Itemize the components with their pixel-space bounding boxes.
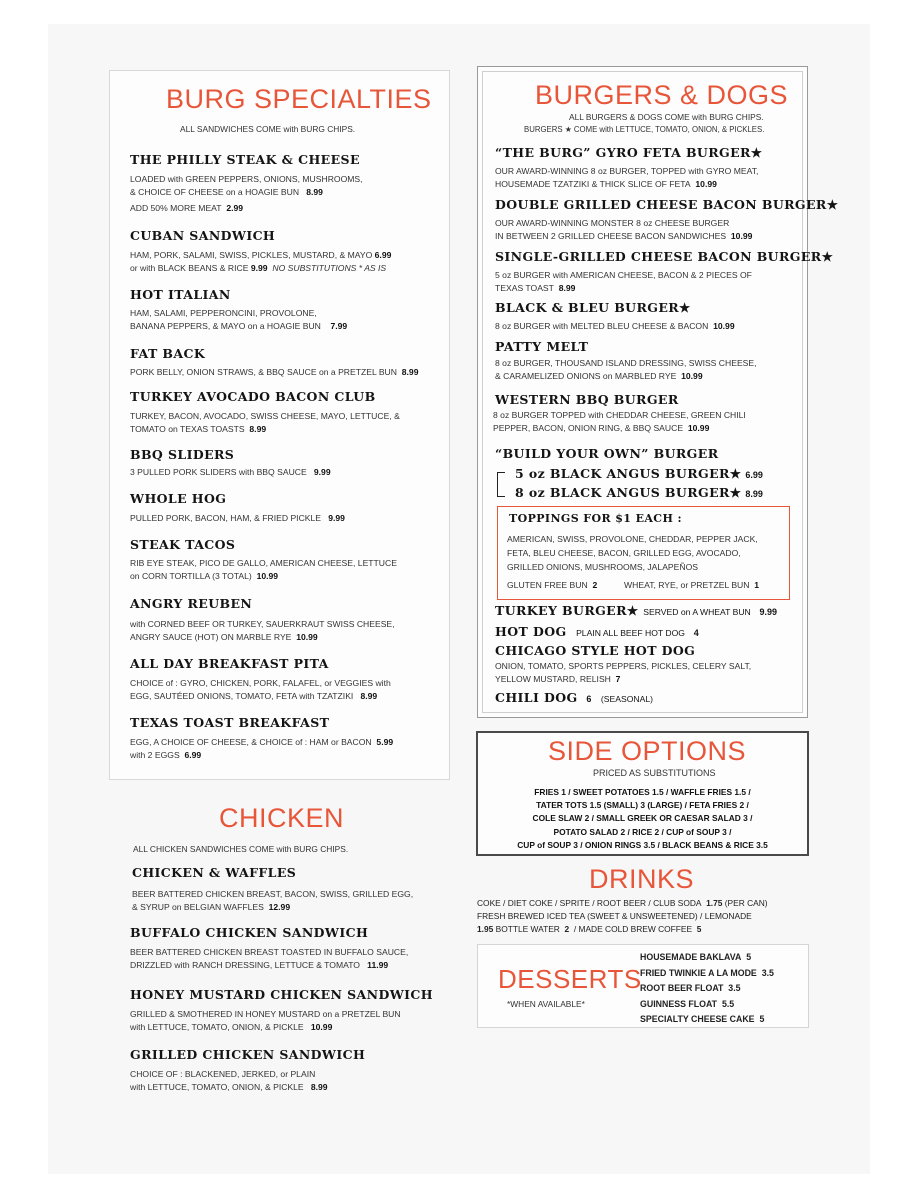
- item-description: RIB EYE STEAK, PICO DE GALLO, AMERICAN CHEESE, LETTUCE on CORN TORTILLA (3 TOTAL) 10.99: [130, 558, 397, 581]
- item-price: 1.95: [477, 924, 494, 934]
- item-name: DOUBLE GRILLED CHEESE BACON BURGER★: [495, 197, 839, 212]
- toppings-title: TOPPINGS FOR $1 EACH :: [509, 512, 682, 525]
- item-description: CHOICE OF : BLACKENED, JERKED, or PLAIN with LETTUCE, TOMATO, ONION, & PICKLE 8.99: [130, 1069, 328, 1092]
- item-description: BEER BATTERED CHICKEN BREAST TOASTED IN BUFFALO SAUCE, DRIZZLED with RANCH DRESSING, LETTUCE & TOMATO 11.99: [130, 947, 409, 970]
- item-description: TURKEY, BACON, AVOCADO, SWISS CHEESE, MAYO, LETTUCE, & TOMATO on TEXAS TOASTS 8.99: [130, 411, 400, 434]
- burgers-dogs-note: BURGERS ★ COME with LETTUCE, TOMATO, ONION, & PICKLES.: [524, 125, 765, 134]
- item-note: NO SUBSTITUTIONS * AS IS: [272, 263, 387, 273]
- item-price: 5.5: [721, 998, 735, 1009]
- item-price: 8.99: [558, 283, 576, 293]
- item-name: SINGLE-GRILLED CHEESE BACON BURGER★: [495, 249, 834, 264]
- item-name: “THE BURG” GYRO FETA BURGER★: [495, 145, 763, 160]
- item-description: HAM, PORK, SALAMI, SWISS, PICKLES, MUSTARD, & MAYO 6.99 or with BLACK BEANS & RICE 9.99 NO SUBSTITUTIONS * AS IS: [130, 250, 392, 273]
- item-name: BUFFALO CHICKEN SANDWICH: [130, 925, 369, 940]
- item-price: 8.99: [401, 367, 419, 377]
- item-price: 12.99: [268, 902, 291, 912]
- item-price: 8.99: [306, 187, 323, 197]
- item-name: BLACK & BLEU BURGER★: [495, 300, 691, 315]
- burg-specialties-title: BURG SPECIALTIES: [166, 84, 432, 114]
- byo-option: 8 oz BLACK ANGUS BURGER★ 8.99: [515, 485, 763, 500]
- item-description: 8 oz BURGER TOPPED with CHEDDAR CHEESE, GREEN CHILI PEPPER, BACON, ONION RING, & BBQ SAUCE 10.99: [493, 410, 746, 433]
- item-description: HAM, SALAMI, PEPPERONCINI, PROVOLONE, BANANA PEPPERS, & MAYO on a HOAGIE BUN 7.99: [130, 308, 348, 331]
- item-name: CHICKEN & WAFFLES: [132, 865, 297, 880]
- item-description: OUR AWARD-WINNING MONSTER 8 oz CHEESE BURGER IN BETWEEN 2 GRILLED CHEESE BACON SANDWICHES 10.99: [495, 218, 753, 241]
- chicken-subtitle: ALL CHICKEN SANDWICHES COME with BURG CHIPS.: [133, 844, 349, 854]
- list-item: GUINNESS FLOAT 5.5: [640, 998, 735, 1009]
- item-name: STEAK TACOS: [130, 537, 236, 552]
- item-name: ANGRY REUBEN: [130, 596, 253, 611]
- item-price: 10.99: [687, 423, 710, 433]
- item-description: ONION, TOMATO, SPORTS PEPPERS, PICKLES, CELERY SALT, YELLOW MUSTARD, RELISH 7: [495, 661, 752, 684]
- item-price: 10.99: [296, 632, 318, 642]
- item-name: TEXAS TOAST BREAKFAST: [130, 715, 330, 730]
- item-description: GRILLED & SMOTHERED IN HONEY MUSTARD on a PRETZEL BUN with LETTUCE, TOMATO, ONION, & PICKLE 10.99: [130, 1009, 401, 1032]
- item-name: FAT BACK: [130, 346, 206, 361]
- item-price: 4: [693, 628, 699, 638]
- item-price: 5.99: [376, 737, 394, 747]
- item-name: WESTERN BBQ BURGER: [495, 392, 679, 407]
- item-description: 8 oz BURGER with MELTED BLEU CHEESE & BACON 10.99: [495, 321, 735, 331]
- bun-options: GLUTEN FREE BUN 2 WHEAT, RYE, or PRETZEL BUN 1: [507, 580, 760, 590]
- item-name: ALL DAY BREAKFAST PITA: [130, 656, 329, 671]
- item-price: 10.99: [730, 231, 753, 241]
- item-price: 7.99: [330, 321, 348, 331]
- item-price: 9.99: [250, 263, 268, 273]
- item-price: 11.99: [367, 960, 389, 970]
- item-price: 7: [615, 674, 621, 684]
- item-description: PULLED PORK, BACON, HAM, & FRIED PICKLE 9.99: [130, 513, 345, 523]
- item-price: 2: [564, 924, 570, 934]
- item-description: BEER BATTERED CHICKEN BREAST, BACON, SWISS, GRILLED EGG, & SYRUP on BELGIAN WAFFLES 12.99: [132, 889, 414, 912]
- item-description: OUR AWARD-WINNING 8 oz BURGER, TOPPED with GYRO MEAT, HOUSEMADE TZATZIKI & THICK SLICE OF FETA 10.99: [495, 166, 759, 189]
- item-price: 10.99: [681, 371, 703, 381]
- item-name: CUBAN SANDWICH: [130, 228, 276, 243]
- item-name: THE PHILLY STEAK & CHEESE: [130, 152, 360, 167]
- desserts-subtitle: *WHEN AVAILABLE*: [507, 999, 585, 1009]
- menu-item: [495, 690, 653, 705]
- add-on-price: 2.99: [226, 203, 244, 213]
- item-price: 3.5: [761, 967, 774, 978]
- item-description: (SEASONAL): [600, 694, 653, 704]
- item-price: 6.99: [184, 750, 202, 760]
- item-price: 6.99: [745, 470, 763, 480]
- item-description: SERVED on A WHEAT BUN: [643, 607, 751, 617]
- item-name: HONEY MUSTARD CHICKEN SANDWICH: [130, 987, 433, 1002]
- item-name: CHILI DOG: [495, 690, 578, 705]
- item-name: GRILLED CHICKEN SANDWICH: [130, 1047, 366, 1062]
- desserts-title: DESSERTS: [498, 964, 642, 994]
- item-description: 3 PULLED PORK SLIDERS with BBQ SAUCE 9.99: [130, 467, 331, 477]
- burgers-dogs-title: BURGERS & DOGS: [535, 80, 789, 110]
- list-item: HOUSEMADE BAKLAVA 5: [640, 952, 752, 962]
- side-options-title: SIDE OPTIONS: [548, 736, 747, 766]
- item-price: 6.99: [374, 250, 392, 260]
- item-price: 5: [759, 1014, 765, 1024]
- drinks-list: COKE / DIET COKE / SPRITE / ROOT BEER / CLUB SODA 1.75 (PER CAN) FRESH BREWED ICED TEA (SWEET & UNSWEETENED) / LEMONADE 1.95 BOTTLE WATER 2 / MADE COLD BREW COFFEE 5: [477, 898, 768, 934]
- item-price: 5: [746, 952, 752, 962]
- item-description: PORK BELLY, ONION STRAWS, & BBQ SAUCE on a PRETZEL BUN 8.99: [130, 367, 419, 377]
- item-name: HOT DOG: [495, 624, 567, 639]
- menu-item: [495, 624, 699, 639]
- menu-item: [495, 603, 777, 618]
- burg-specialties-subtitle: ALL SANDWICHES COME with BURG CHIPS.: [180, 124, 356, 134]
- add-on-label: ADD 50% MORE MEAT: [130, 203, 222, 213]
- side-options-list: FRIES 1 / SWEET POTATOES 1.5 / WAFFLE FRIES 1.5 / TATER TOTS 1.5 (SMALL) 3 (LARGE) / FETA FRIES 2 / COLE SLAW 2 / SMALL GREEK OR CAESAR SALAD 3 / POTATO SALAD 2 / RICE 2 / CUP of SOUP 3 / CUP of SOUP 3 / ONION RINGS 3.5 / BLACK BEANS & RICE 3.5: [517, 787, 768, 850]
- item-description: EGG, A CHOICE OF CHEESE, & CHOICE of : HAM or BACON 5.99 with 2 EGGS 6.99: [130, 737, 394, 760]
- bracket-decoration: [497, 472, 505, 497]
- item-name: TURKEY BURGER★: [495, 603, 639, 618]
- list-item: FRIED TWINKIE A LA MODE 3.5: [640, 967, 774, 978]
- item-name: PATTY MELT: [495, 339, 589, 354]
- item-price: 9.99: [759, 607, 778, 617]
- item-description: LOADED with GREEN PEPPERS, ONIONS, MUSHROOMS, & CHOICE OF CHEESE on a HOAGIE BUN 8.99 ADD 50% MORE MEAT 2.99: [130, 174, 363, 213]
- byo-option: 5 oz BLACK ANGUS BURGER★ 6.99: [515, 466, 763, 481]
- item-name: HOT ITALIAN: [130, 287, 231, 302]
- item-price: 6: [586, 694, 592, 704]
- item-name: CHICAGO STYLE HOT DOG: [495, 643, 696, 658]
- list-item: ROOT BEER FLOAT 3.5: [640, 983, 741, 993]
- burgers-dogs-subtitle: ALL BURGERS & DOGS COME with BURG CHIPS.: [569, 112, 764, 122]
- item-price: 8.99: [745, 489, 763, 499]
- item-name: WHOLE HOG: [130, 491, 227, 506]
- item-description: with CORNED BEEF OR TURKEY, SAUERKRAUT SWISS CHEESE, ANGRY SAUCE (HOT) ON MARBLE RYE 10.99: [130, 619, 395, 642]
- item-price: 8.99: [249, 424, 267, 434]
- list-item: SPECIALTY CHEESE CAKE 5: [640, 1014, 765, 1024]
- drinks-title: DRINKS: [589, 864, 695, 894]
- item-price: 9.99: [313, 467, 331, 477]
- item-price: 1.75: [706, 898, 723, 908]
- toppings-list: AMERICAN, SWISS, PROVOLONE, CHEDDAR, PEPPER JACK, FETA, BLEU CHEESE, BACON, GRILLED EGG, AVOCADO, GRILLED ONIONS, MUSHROOMS, JALAPEÑOS: [507, 534, 758, 572]
- item-price: 10.99: [310, 1022, 333, 1032]
- chicken-title: CHICKEN: [219, 803, 345, 833]
- item-price: 8.99: [360, 691, 378, 701]
- item-description: 5 oz BURGER with AMERICAN CHEESE, BACON & 2 PIECES OF TEXAS TOAST 8.99: [495, 270, 752, 293]
- side-options-subtitle: PRICED AS SUBSTITUTIONS: [593, 768, 716, 778]
- item-description: PLAIN ALL BEEF HOT DOG: [576, 628, 685, 638]
- item-price: 10.99: [713, 321, 735, 331]
- item-description: CHOICE of : GYRO, CHICKEN, PORK, FALAFEL, or VEGGIES with EGG, SAUTÉED ONIONS, TOMATO, FETA with TZATZIKI 8.99: [130, 678, 391, 701]
- item-name: BBQ SLIDERS: [130, 447, 235, 462]
- item-price: 9.99: [328, 513, 345, 523]
- item-description: 8 oz BURGER, THOUSAND ISLAND DRESSING, SWISS CHEESE, & CARAMELIZED ONIONS on MARBLED RYE 10.99: [495, 358, 757, 381]
- item-price: 5: [696, 924, 702, 934]
- item-price: 10.99: [256, 571, 279, 581]
- item-name: TURKEY AVOCADO BACON CLUB: [130, 389, 376, 404]
- item-price: 10.99: [695, 179, 717, 189]
- item-price: 8.99: [310, 1082, 328, 1092]
- desserts-list: [640, 950, 774, 1028]
- item-name: “BUILD YOUR OWN” BURGER: [495, 446, 719, 461]
- item-price: 3.5: [728, 983, 741, 993]
